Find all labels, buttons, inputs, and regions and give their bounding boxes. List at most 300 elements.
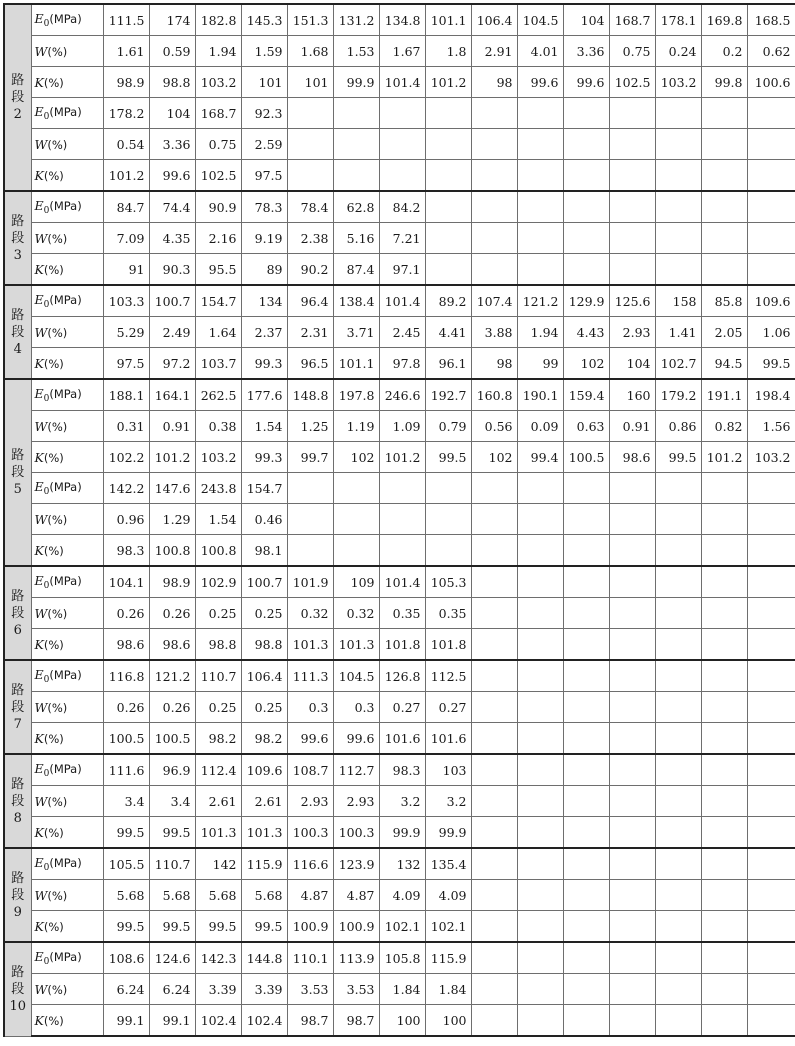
data-cell: 99.6 — [287, 723, 333, 755]
data-cell: 4.09 — [379, 880, 425, 911]
data-cell: 1.54 — [195, 504, 241, 535]
table-row — [4, 566, 795, 598]
empty-cell — [471, 191, 517, 223]
segment-label-char: 4 — [13, 341, 22, 357]
variable-symbol: E — [34, 573, 44, 588]
empty-cell — [655, 817, 701, 849]
data-cell: 98.6 — [149, 629, 195, 661]
data-cell: 0.96 — [103, 504, 149, 535]
data-cell: 99.5 — [747, 348, 795, 380]
row-label — [31, 379, 103, 411]
row-label — [31, 442, 103, 473]
empty-cell — [517, 504, 563, 535]
empty-cell — [701, 880, 747, 911]
data-cell: 78.3 — [241, 191, 287, 223]
empty-cell — [609, 598, 655, 629]
unit-label: (%) — [43, 543, 64, 558]
data-cell: 101.4 — [379, 67, 425, 98]
data-cell: 92.3 — [241, 98, 287, 129]
table-row — [4, 36, 795, 67]
empty-cell — [379, 98, 425, 129]
variable-symbol: E — [34, 104, 44, 119]
data-cell: 97.2 — [149, 348, 195, 380]
empty-cell — [701, 974, 747, 1005]
data-cell: 188.1 — [103, 379, 149, 411]
data-cell: 0.38 — [195, 411, 241, 442]
data-cell: 182.8 — [195, 4, 241, 36]
data-cell: 121.2 — [149, 660, 195, 692]
data-cell: 101.8 — [379, 629, 425, 661]
empty-cell — [563, 98, 609, 129]
segment-label-char: 9 — [13, 904, 22, 920]
data-cell: 102.5 — [195, 160, 241, 192]
unit-label: (%) — [47, 419, 68, 434]
row-label — [31, 504, 103, 535]
data-cell: 105.8 — [379, 942, 425, 974]
empty-cell — [747, 160, 795, 192]
data-cell: 99.5 — [103, 817, 149, 849]
empty-cell — [563, 786, 609, 817]
data-cell: 0.32 — [333, 598, 379, 629]
empty-cell — [655, 974, 701, 1005]
empty-cell — [425, 191, 471, 223]
empty-cell — [609, 754, 655, 786]
data-cell: 145.3 — [241, 4, 287, 36]
data-cell: 0.75 — [609, 36, 655, 67]
segment-label-char: 路 — [11, 776, 25, 792]
empty-cell — [655, 911, 701, 943]
variable-symbol: K — [34, 449, 44, 465]
data-cell: 98.9 — [149, 566, 195, 598]
data-cell: 2.93 — [333, 786, 379, 817]
empty-cell — [517, 974, 563, 1005]
variable-symbol: K — [34, 74, 44, 90]
data-cell: 0.35 — [379, 598, 425, 629]
data-cell: 2.31 — [287, 317, 333, 348]
table-row — [4, 223, 795, 254]
variable-symbol: W — [34, 887, 48, 903]
data-cell: 101.1 — [333, 348, 379, 380]
data-cell: 4.43 — [563, 317, 609, 348]
data-cell: 0.25 — [241, 598, 287, 629]
empty-cell — [425, 223, 471, 254]
empty-cell — [563, 535, 609, 567]
empty-cell — [701, 911, 747, 943]
data-cell: 1.54 — [241, 411, 287, 442]
data-cell: 116.6 — [287, 848, 333, 880]
data-cell: 4.01 — [517, 36, 563, 67]
segment-label-char: 路 — [11, 448, 25, 463]
data-cell: 4.09 — [425, 880, 471, 911]
empty-cell — [517, 191, 563, 223]
data-cell: 99.8 — [701, 67, 747, 98]
empty-cell — [379, 504, 425, 535]
unit-label: (MPa) — [49, 12, 82, 26]
table-row — [4, 629, 795, 661]
empty-cell — [287, 129, 333, 160]
variable-subscript: 0 — [43, 394, 50, 404]
variable-subscript: 0 — [43, 206, 50, 216]
data-cell: 0.91 — [609, 411, 655, 442]
data-cell: 3.53 — [333, 974, 379, 1005]
variable-symbol: E — [34, 479, 44, 494]
row-label — [31, 129, 103, 160]
data-cell: 6.24 — [149, 974, 195, 1005]
empty-cell — [517, 223, 563, 254]
data-cell: 99.3 — [241, 442, 287, 473]
data-cell: 144.8 — [241, 942, 287, 974]
empty-cell — [471, 786, 517, 817]
empty-cell — [609, 191, 655, 223]
data-cell: 103.2 — [195, 442, 241, 473]
empty-cell — [747, 598, 795, 629]
data-cell: 154.7 — [241, 473, 287, 504]
data-cell: 246.6 — [379, 379, 425, 411]
data-cell: 0.54 — [103, 129, 149, 160]
table-container — [3, 3, 795, 1037]
data-cell: 0.2 — [701, 36, 747, 67]
data-cell: 135.4 — [425, 848, 471, 880]
empty-cell — [747, 692, 795, 723]
empty-cell — [655, 98, 701, 129]
data-cell: 100.6 — [747, 67, 795, 98]
unit-label: (MPa) — [49, 856, 82, 870]
empty-cell — [655, 629, 701, 661]
row-label — [31, 473, 103, 504]
data-cell: 98.8 — [195, 629, 241, 661]
empty-cell — [655, 129, 701, 160]
data-cell: 98.8 — [241, 629, 287, 661]
variable-symbol: K — [34, 824, 44, 840]
data-cell: 129.9 — [563, 285, 609, 317]
empty-cell — [747, 848, 795, 880]
data-cell: 89.2 — [425, 285, 471, 317]
data-cell: 197.8 — [333, 379, 379, 411]
variable-symbol: W — [34, 43, 48, 59]
data-cell: 0.25 — [241, 692, 287, 723]
empty-cell — [655, 535, 701, 567]
data-cell: 110.7 — [195, 660, 241, 692]
row-label — [31, 317, 103, 348]
empty-cell — [517, 786, 563, 817]
variable-symbol: E — [34, 386, 44, 401]
variable-symbol: W — [34, 511, 48, 527]
data-cell: 2.45 — [379, 317, 425, 348]
data-cell: 1.06 — [747, 317, 795, 348]
data-cell: 115.9 — [425, 942, 471, 974]
unit-label: (MPa) — [49, 293, 82, 307]
data-cell: 177.6 — [241, 379, 287, 411]
empty-cell — [655, 566, 701, 598]
row-label — [31, 911, 103, 943]
row-label — [31, 754, 103, 786]
variable-subscript: 0 — [43, 675, 50, 685]
table-row — [4, 98, 795, 129]
empty-cell — [701, 786, 747, 817]
empty-cell — [517, 911, 563, 943]
data-cell: 0.25 — [195, 692, 241, 723]
data-cell: 3.4 — [149, 786, 195, 817]
empty-cell — [747, 754, 795, 786]
empty-cell — [747, 660, 795, 692]
empty-cell — [471, 535, 517, 567]
empty-cell — [747, 254, 795, 286]
row-label — [31, 786, 103, 817]
data-cell: 116.8 — [103, 660, 149, 692]
empty-cell — [563, 660, 609, 692]
empty-cell — [471, 911, 517, 943]
data-cell: 103.2 — [195, 67, 241, 98]
empty-cell — [517, 535, 563, 567]
data-cell: 124.6 — [149, 942, 195, 974]
empty-cell — [609, 974, 655, 1005]
data-cell: 0.46 — [241, 504, 287, 535]
table-row — [4, 1005, 795, 1037]
data-cell: 96.5 — [287, 348, 333, 380]
data-cell: 0.26 — [103, 692, 149, 723]
data-cell: 101.6 — [379, 723, 425, 755]
empty-cell — [655, 786, 701, 817]
data-cell: 1.67 — [379, 36, 425, 67]
empty-cell — [563, 974, 609, 1005]
empty-cell — [609, 535, 655, 567]
table-row — [4, 880, 795, 911]
variable-symbol: K — [34, 167, 44, 183]
data-cell: 1.25 — [287, 411, 333, 442]
empty-cell — [287, 98, 333, 129]
empty-cell — [701, 473, 747, 504]
data-cell: 104 — [563, 4, 609, 36]
empty-cell — [609, 1005, 655, 1037]
empty-cell — [517, 98, 563, 129]
data-cell: 5.68 — [241, 880, 287, 911]
empty-cell — [425, 504, 471, 535]
data-cell: 102.5 — [609, 67, 655, 98]
data-cell: 0.91 — [149, 411, 195, 442]
table-row — [4, 535, 795, 567]
data-cell: 99.5 — [103, 911, 149, 943]
empty-cell — [747, 129, 795, 160]
data-cell: 99.6 — [333, 723, 379, 755]
empty-cell — [379, 535, 425, 567]
empty-cell — [425, 160, 471, 192]
unit-label: (MPa) — [49, 480, 82, 494]
variable-symbol: W — [34, 981, 48, 997]
data-cell: 2.37 — [241, 317, 287, 348]
empty-cell — [655, 754, 701, 786]
empty-cell — [655, 160, 701, 192]
empty-cell — [701, 942, 747, 974]
data-cell: 98.9 — [103, 67, 149, 98]
empty-cell — [747, 880, 795, 911]
unit-label: (%) — [43, 168, 64, 183]
unit-label: (%) — [43, 356, 64, 371]
data-cell: 99.3 — [241, 348, 287, 380]
data-cell: 100 — [425, 1005, 471, 1037]
empty-cell — [287, 504, 333, 535]
empty-cell — [609, 911, 655, 943]
segment-label — [4, 285, 31, 379]
variable-symbol: E — [34, 761, 44, 776]
empty-cell — [471, 817, 517, 849]
empty-cell — [701, 692, 747, 723]
data-cell: 2.59 — [241, 129, 287, 160]
variable-subscript: 0 — [43, 487, 50, 497]
empty-cell — [471, 880, 517, 911]
data-cell: 0.31 — [103, 411, 149, 442]
data-cell: 112.4 — [195, 754, 241, 786]
unit-label: (MPa) — [49, 105, 82, 119]
data-cell: 0.75 — [195, 129, 241, 160]
data-cell: 3.39 — [241, 974, 287, 1005]
data-cell: 3.88 — [471, 317, 517, 348]
empty-cell — [333, 504, 379, 535]
empty-cell — [471, 660, 517, 692]
variable-symbol: K — [34, 355, 44, 371]
variable-symbol: W — [34, 418, 48, 434]
data-cell: 102.4 — [195, 1005, 241, 1037]
data-cell: 98.2 — [241, 723, 287, 755]
data-cell: 101 — [287, 67, 333, 98]
data-cell: 123.9 — [333, 848, 379, 880]
data-cell: 190.1 — [517, 379, 563, 411]
empty-cell — [471, 254, 517, 286]
data-cell: 99.9 — [379, 817, 425, 849]
variable-symbol: W — [34, 230, 48, 246]
data-cell: 101.2 — [425, 67, 471, 98]
data-cell: 5.16 — [333, 223, 379, 254]
data-cell: 103.7 — [195, 348, 241, 380]
row-label — [31, 4, 103, 36]
table-row — [4, 379, 795, 411]
row-label — [31, 191, 103, 223]
data-cell: 102.7 — [655, 348, 701, 380]
empty-cell — [563, 848, 609, 880]
unit-label: (%) — [43, 919, 64, 934]
empty-cell — [609, 660, 655, 692]
empty-cell — [517, 942, 563, 974]
data-cell: 98.3 — [103, 535, 149, 567]
data-cell: 1.56 — [747, 411, 795, 442]
data-cell: 142.3 — [195, 942, 241, 974]
row-label — [31, 629, 103, 661]
empty-cell — [655, 191, 701, 223]
data-cell: 142.2 — [103, 473, 149, 504]
unit-label: (%) — [43, 75, 64, 90]
data-cell: 0.56 — [471, 411, 517, 442]
empty-cell — [747, 629, 795, 661]
data-cell: 0.25 — [195, 598, 241, 629]
segment-label-char: 段 — [11, 90, 25, 105]
data-cell: 96.9 — [149, 754, 195, 786]
data-cell: 101.8 — [425, 629, 471, 661]
table-row — [4, 754, 795, 786]
data-cell: 0.79 — [425, 411, 471, 442]
data-cell: 4.35 — [149, 223, 195, 254]
data-cell: 102.1 — [425, 911, 471, 943]
empty-cell — [747, 1005, 795, 1037]
empty-cell — [655, 504, 701, 535]
variable-subscript: 0 — [43, 863, 50, 873]
data-cell: 99.1 — [103, 1005, 149, 1037]
empty-cell — [425, 129, 471, 160]
data-cell: 100.7 — [241, 566, 287, 598]
data-cell: 2.93 — [287, 786, 333, 817]
empty-cell — [609, 692, 655, 723]
data-cell: 109.6 — [241, 754, 287, 786]
empty-cell — [287, 473, 333, 504]
unit-label: (%) — [47, 325, 68, 340]
empty-cell — [333, 473, 379, 504]
empty-cell — [517, 566, 563, 598]
data-cell: 108.6 — [103, 942, 149, 974]
unit-label: (%) — [43, 262, 64, 277]
data-cell: 0.63 — [563, 411, 609, 442]
table-row — [4, 848, 795, 880]
data-cell: 1.84 — [425, 974, 471, 1005]
data-cell: 100.5 — [149, 723, 195, 755]
empty-cell — [517, 629, 563, 661]
variable-symbol: W — [34, 605, 48, 621]
unit-label: (MPa) — [49, 199, 82, 213]
unit-label: (%) — [43, 1013, 64, 1028]
data-cell: 1.94 — [517, 317, 563, 348]
data-cell: 100.8 — [195, 535, 241, 567]
data-cell: 100.3 — [287, 817, 333, 849]
segment-label-char: 8 — [13, 810, 22, 826]
data-cell: 2.61 — [241, 786, 287, 817]
empty-cell — [609, 566, 655, 598]
data-cell: 104 — [609, 348, 655, 380]
data-cell: 103.2 — [655, 67, 701, 98]
data-cell: 102.9 — [195, 566, 241, 598]
segment-label-char: 路 — [11, 870, 25, 886]
data-cell: 0.82 — [701, 411, 747, 442]
data-cell: 5.29 — [103, 317, 149, 348]
variable-symbol: E — [34, 11, 44, 26]
segment-label-char: 段 — [11, 605, 25, 621]
data-cell: 159.4 — [563, 379, 609, 411]
empty-cell — [747, 191, 795, 223]
data-cell: 112.7 — [333, 754, 379, 786]
row-label — [31, 160, 103, 192]
empty-cell — [563, 160, 609, 192]
row-label — [31, 880, 103, 911]
table-row — [4, 4, 795, 36]
unit-label: (%) — [47, 982, 68, 997]
data-cell: 100.5 — [103, 723, 149, 755]
data-cell: 2.16 — [195, 223, 241, 254]
empty-cell — [747, 223, 795, 254]
empty-cell — [563, 598, 609, 629]
unit-label: (MPa) — [49, 668, 82, 682]
data-cell: 160.8 — [471, 379, 517, 411]
empty-cell — [471, 692, 517, 723]
data-cell: 100.3 — [333, 817, 379, 849]
data-cell: 115.9 — [241, 848, 287, 880]
data-cell: 99.5 — [425, 442, 471, 473]
segment-label-char: 段 — [11, 981, 25, 997]
unit-label: (%) — [47, 606, 68, 621]
empty-cell — [609, 254, 655, 286]
data-cell: 99.7 — [287, 442, 333, 473]
data-cell: 102 — [563, 348, 609, 380]
data-cell: 1.94 — [195, 36, 241, 67]
empty-cell — [563, 942, 609, 974]
empty-cell — [609, 129, 655, 160]
data-cell: 100.9 — [287, 911, 333, 943]
empty-cell — [471, 723, 517, 755]
